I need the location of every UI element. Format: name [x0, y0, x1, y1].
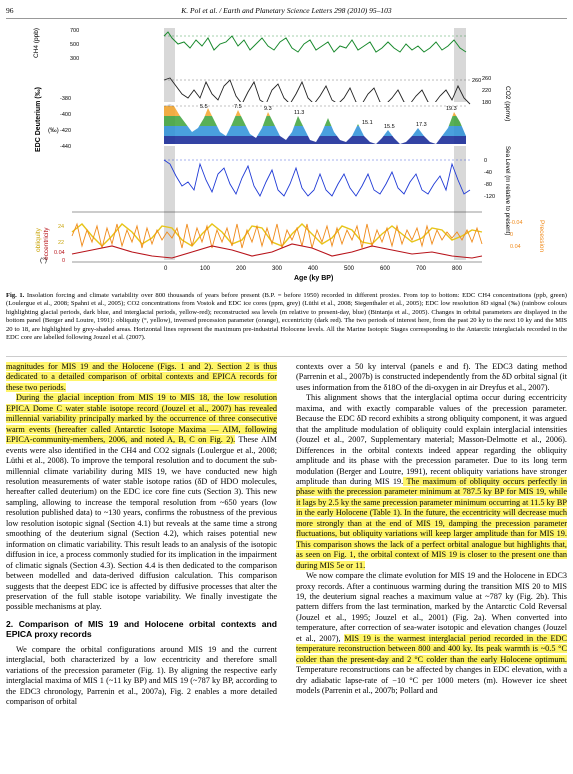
sea-tick: -120 [484, 194, 496, 200]
mis-label: 17.3 [416, 122, 427, 128]
sea-tick: -40 [484, 170, 492, 176]
ch4-tick: 700 [70, 28, 80, 34]
mis-label: 9.3 [264, 106, 272, 112]
deuterium-axis-label: EDC Deuterium (‰) [35, 87, 42, 152]
ch4-tick: 500 [70, 42, 80, 48]
obliquity-curve [72, 224, 482, 246]
co2-tick: 260 [482, 76, 492, 82]
highlight: MIS 19 is the warmest interglacial period recorded in the EDC temperature reconstruction between 800 and 400 ky. Its peak warmth is ~0.5 °C colder than the present-day and 2 °C colder than the early Holocene optimum. [296, 633, 567, 664]
highlight: The maximum of obliquity occurs perfectly in phase with the precession parameter minimum at 787.5 ky BP for MIS 19, while it lags by 2.5 ky the same precession parameter minimum occurring at 11.5 ky BP in the early Holocene (Table 1). In the future, the eccentricity will decrease much more strongly than at the end of MIS 19, damping the precession parameter fluctuations, but obliquity variations will keep larger amplitude than for MIS 19. This comparison shows the lack of a perfect orbital analogue but highlights that, as seen on Fig. 1, the orbital context of MIS 19 is closer to the present one than during MIS 5e or 11. [296, 476, 567, 570]
caption-text: Insolation forcing and climate variability over 800 thousands of years before present (B.P. = before 1950) recorded in different proxies. From top to bottom: EDC CH4 concentrations (ppb, green) (Loulergue et al., 2008; Spahni et al., 2005); CO2 concentrations from Vostok and EDC ice cores (ppm, grey) (Lüthi et al., 2008; Siegenthaler et al., 2005); EDC low resolution δD signal (‰) (rainbow colours highlighting glacial periods, dark blue, and interglacial periods, yellow-red); reconstructed sea levels (m relative to present-day, blue) (Bintanja et al., 2005). Changes in orbital parameters are displayed in the bottom panel (Berger and Loutre, 1991): obliquity (°, yellow), inversed precession parameter (orange), eccentricity (dark red). The two periods of interest here, from the past 20 ky to the next 10 ky and the MIS 20 to 18, are highlighted by grey-shaded areas. Horizontal lines represent the maximum pre-industrial Holocene levels. All the Marine Isotopic Stages corresponding to the Antarctic interglacials recorded in the EDC core are labelled following Jouzel et al. (2007). [6, 292, 567, 342]
right-paragraph-3 [296, 571, 567, 696]
ch4-axis-label: CH4 (ppb) [33, 28, 40, 58]
highlight: magnitudes for MIS 19 and the Holocene (Figs. 1 and 2). Section 2 is thus dedicated to a detailed comparison of orbital contexts and EPICA records for these two periods. [6, 362, 277, 392]
page-number: 96 [6, 6, 14, 15]
section-heading: 2. Comparison of MIS 19 and Holocene orbital contexts and EPICA proxy records [6, 618, 277, 640]
x-tick: 600 [380, 266, 391, 272]
obliquity-tick: 22 [58, 240, 65, 246]
x-tick: 0 [164, 266, 168, 272]
left-paragraph-3: We compare the orbital configurations around MIS 19 and the current interglacial, both characterized by a low eccentricity and therefore small variations of the precession parameter (Fig. 1). By aligning the respective early interglacial maxima of MIS 1 (~11 ky BP) and MIS 19 (~787 ky BP, according to the EDC3 chronology, Parrenin et al., 2007a), Fig. 2 enables a more detailed comparison of orbital [6, 644, 277, 707]
left-paragraph-2 [6, 393, 277, 613]
highlight: During the glacial inception from MIS 19 to MIS 18, the low resolution EPICA Dome C water stable isotope record (Jouzel et al., 2007) has revealed millennial variability principally marked by the occurrence of three consecutive warm events (hereafter called Antarctic Isotope Maxima — AIM, following EPICA-community-members, 2006, and noted A, B, C on Fig. 2). [6, 393, 277, 445]
right-paragraph-3-rest: Temperature reconstructions can be affected by changes in EDC elevation, with a dry adiabatic lapse-rate of −10 °C per 1000 meters (m). However ice sheet models (Parrenin et al., 2007b; Pollard and [296, 665, 567, 696]
obliquity-tick: 24 [58, 224, 65, 230]
precession-axis-label: Precession [538, 220, 545, 253]
x-tick: 700 [416, 266, 427, 272]
deut-tick: -440 [60, 144, 72, 150]
sea-level-axis-label: Sea Level (m relative to present) [504, 146, 511, 236]
figure-1 [32, 24, 552, 286]
co2-curve [164, 78, 470, 104]
caption-label: Fig. 1. [6, 292, 25, 299]
left-paragraph-1 [6, 362, 277, 393]
right-paragraph-3-text: We now compare the climate evolution for MIS 19 and the Holocene in EDC3 proxy records. After a continuous warming during the transition MIS 20 to MIS 19, the deuterium signal reaches a maximum value at ~787 ky (Fig. 2b). This pattern differs from the last termination, marked by the Antarctic Cold Reversal (Jouzel et al., 1995; Jouzel et al., 2001) (Fig. 2a). When converted into temperature, after correction of sea-water isotopic and elevation changes (Jouzel et al., 2007), [296, 571, 567, 643]
sea-level-curve [164, 160, 470, 196]
ch4-curve [164, 32, 466, 52]
ch4-tick: 300 [70, 56, 80, 62]
caption-separator [6, 356, 567, 357]
eccentricity-tick: 0.04 [54, 250, 65, 256]
x-tick: 400 [308, 266, 319, 272]
eccentricity-tick: 0 [62, 258, 66, 264]
right-paragraph-2-text: This alignment shows that the interglacial optima occur during eccentricity maxima, and with exactly comparable values of the precession parameter. Because the EDC δD record exhibits a strong obliquity component, it was argued that the amplitude modulation of obliquity could explain interglacial intensities (Jouzel et al., 2007, Supplementary material; Masson-Delmotte et al., 2006). Differences in the orbital contexts indeed appear regarding the obliquity amplitude and its phase with the precession parameter. Due to its long term modulation (Berger and Loutre, 1991), recent obliquity variations have stronger amplitude than during MIS 19. [296, 393, 567, 486]
left-column [6, 362, 277, 708]
co2-value-label: 260 [472, 78, 482, 84]
obliquity-axis-label: obliquity [35, 228, 42, 252]
journal-citation: K. Pol et al. / Earth and Planetary Science Letters 298 (2010) 95–103 [181, 6, 392, 15]
deut-tick: -400 [60, 112, 72, 118]
right-paragraph-2 [296, 393, 567, 571]
deut-tick: -420 [60, 128, 72, 134]
permil-unit-label: (‰) [48, 127, 59, 134]
mis-label: 5.5 [200, 104, 208, 110]
x-tick: 300 [272, 266, 283, 272]
mis-label: 15.1 [362, 120, 373, 126]
degree-unit-label: (°) [40, 257, 47, 264]
mis-label: 7.5 [234, 104, 242, 110]
x-tick: 200 [236, 266, 247, 272]
sea-tick: -80 [484, 182, 492, 188]
precession-tick: 0 [510, 232, 514, 238]
running-header [6, 6, 567, 18]
x-tick: 100 [200, 266, 211, 272]
right-column [296, 362, 567, 697]
co2-axis-label: CO2 (ppmv) [504, 86, 511, 122]
x-tick: 800 [452, 266, 463, 272]
deut-tick: -380 [60, 96, 72, 102]
x-tick: 500 [344, 266, 355, 272]
precession-tick: -0.04 [510, 220, 523, 226]
right-paragraph-1: contexts over a 50 ky interval (panels e and f). The EDC3 dating method (Parrenin et al., 2007b) is constructed independently from the δD orbital signal (it uses information from the δ18O of the di-oxygen in air Dreyfus et al., 2007). [296, 362, 567, 392]
precession-tick: 0.04 [510, 244, 521, 250]
mis-label: 19.3 [446, 106, 457, 112]
left-paragraph-2-rest: These AIM events were also identified in the CH4 and CO2 signals (Loulergue et al., 2008; Lüthi et al., 2008). To improve the temporal resolution and to document the sub-millennial climate variability during MIS 19, we have conducted new high resolution measurements of water stable isotope ratios (δD of HDO molecules, hereafter called deuterium) on the EDC ice core fine cuts (Section 3). This new sampling, allowing to increase the temporal resolution from ~650 years (low resolution published data) to ~130 years, confirms the robustness of the previous low resolution isotopic signal (Section 4.1) but reveals at the same time a strong smoothing of the deuterium signal (Section 4.2), which raises potential new information on climatic variability. This result leads to an analysis of the isotopic diffusion in ice, a process commonly studied for its implication in the impairment of climatic signals (Section 4.3). Section 4.4 is then dedicated to the comparison between modelled and data-derived diffusion calculation. This comparison suggests that the deepest EDC ice is affected by diffusive processes that alter the preservation of the full stable isotope variability. We finally investigate the possible mechanisms at play. [6, 435, 277, 612]
mis-label: 15.5 [384, 124, 395, 130]
mis-label: 11.3 [294, 110, 305, 116]
x-axis-title: Age (ky BP) [294, 275, 334, 282]
sea-tick: 0 [484, 158, 488, 164]
eccentricity-axis-label: eccentricity [43, 227, 50, 260]
figure-caption [6, 292, 567, 342]
eccentricity-curve [72, 244, 482, 258]
header-rule [6, 18, 567, 19]
co2-tick: 220 [482, 88, 492, 94]
co2-tick: 180 [482, 100, 492, 106]
